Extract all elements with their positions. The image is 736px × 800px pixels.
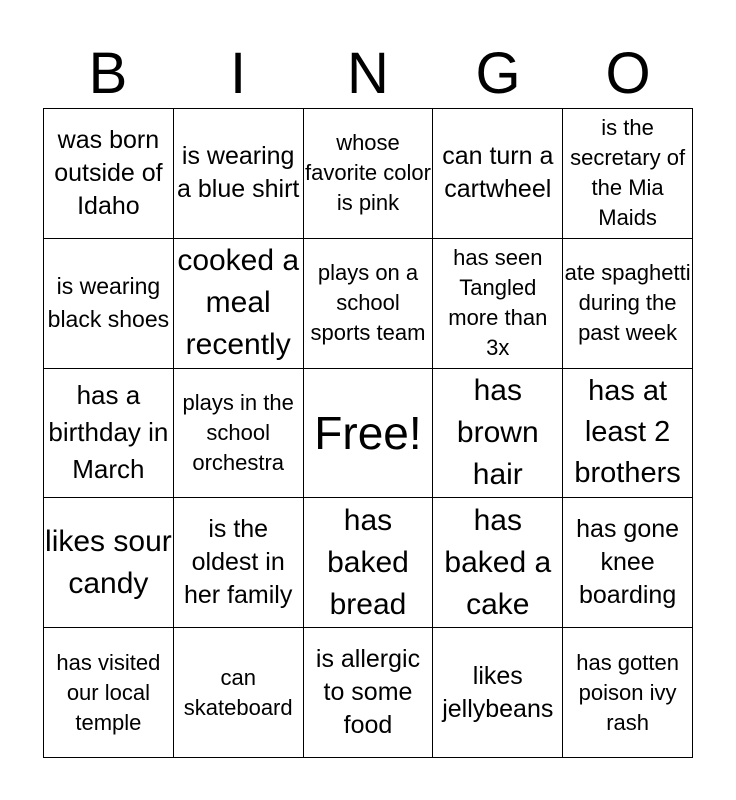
bingo-cell[interactable]: [563, 109, 693, 239]
header-letter-i: I: [229, 41, 247, 106]
free-space-text: Free!: [314, 406, 422, 459]
bingo-cell[interactable]: [44, 239, 174, 369]
bingo-cell[interactable]: [44, 369, 174, 499]
bingo-cell[interactable]: [304, 498, 434, 628]
cell-text: is the oldest in her family: [184, 515, 293, 610]
cell-text: can skateboard: [183, 664, 293, 720]
cell-text: was born outside of Idaho: [54, 125, 163, 220]
cell-text: has gone knee boarding: [576, 515, 680, 610]
cell-text: whose favorite color is pink: [305, 130, 431, 216]
cell-text: has baked bread: [327, 503, 409, 621]
cell-text: likes sour candy: [45, 524, 172, 600]
bingo-cell[interactable]: [304, 109, 434, 239]
header-letter-g: G: [475, 41, 521, 106]
bingo-cell[interactable]: [563, 369, 693, 499]
bingo-cell[interactable]: [44, 498, 174, 628]
cell-text: likes jellybeans: [442, 661, 554, 723]
cell-text: can turn a cartwheel: [442, 142, 554, 204]
bingo-cell[interactable]: [433, 628, 563, 758]
bingo-cell[interactable]: [44, 109, 174, 239]
cell-text: is wearing black shoes: [47, 273, 170, 333]
bingo-board: [43, 108, 693, 758]
bingo-cell[interactable]: [174, 109, 304, 239]
cell-text: plays in the school orchestra: [182, 389, 294, 475]
cell-text: plays on a school sports team: [310, 260, 426, 346]
bingo-cell[interactable]: [563, 239, 693, 369]
cell-text: ate spaghetti during the past week: [564, 260, 691, 346]
bingo-cell[interactable]: [174, 498, 304, 628]
bingo-cell[interactable]: [44, 628, 174, 758]
cell-text: has at least 2 brothers: [574, 375, 681, 490]
bingo-cell[interactable]: [174, 628, 304, 758]
bingo-cell[interactable]: [174, 239, 304, 369]
cell-text: is the secretary of the Mia Maids: [570, 115, 686, 231]
bingo-cell[interactable]: [174, 369, 304, 499]
cell-text: has visited our local temple: [56, 649, 161, 735]
bingo-cell[interactable]: [433, 369, 563, 499]
header-letter-o: O: [605, 41, 651, 106]
header-letter-n: N: [347, 41, 389, 106]
bingo-cell-free[interactable]: [304, 369, 434, 499]
bingo-cell[interactable]: [433, 239, 563, 369]
cell-text: cooked a meal recently: [177, 244, 300, 362]
bingo-cell[interactable]: [433, 498, 563, 628]
cell-text: has gotten poison ivy rash: [576, 649, 679, 735]
bingo-cell[interactable]: [563, 628, 693, 758]
cell-text: is wearing a blue shirt: [177, 142, 300, 204]
bingo-cell[interactable]: [304, 239, 434, 369]
cell-text: is allergic to some food: [315, 645, 421, 740]
cell-text: has seen Tangled more than 3x: [448, 245, 548, 361]
cell-text: has a birthday in March: [48, 380, 169, 485]
cell-text: has baked a cake: [444, 503, 552, 621]
bingo-header: [43, 40, 693, 108]
bingo-cell[interactable]: [433, 109, 563, 239]
cell-text: has brown hair: [456, 373, 539, 491]
bingo-cell[interactable]: [563, 498, 693, 628]
header-letter-b: B: [88, 41, 128, 106]
bingo-cell[interactable]: [304, 628, 434, 758]
